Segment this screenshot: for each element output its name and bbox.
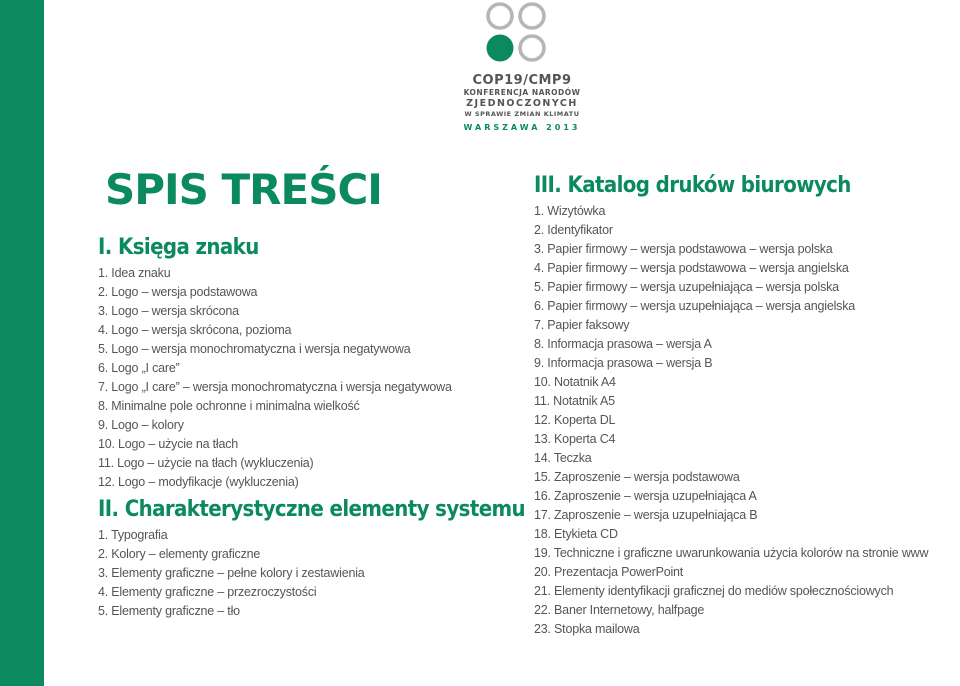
page-title: SPIS TREŚCI (105, 165, 382, 214)
toc-item: 1. Typografia (98, 528, 168, 542)
toc-item: 6. Papier firmowy – wersja uzupełniająca – wersja angielska (534, 299, 856, 313)
section-heading-2: II. Charakterystyczne elementy systemu (98, 497, 526, 522)
toc-item: 3. Elementy graficzne – pełne kolory i zestawienia (98, 566, 365, 580)
toc-item: 2. Logo – wersja podstawowa (98, 285, 258, 299)
toc-item: 14. Teczka (534, 451, 592, 465)
toc-item: 4. Logo – wersja skrócona, pozioma (98, 323, 292, 337)
toc-item: 1. Idea znaku (98, 266, 171, 280)
toc-item: 4. Elementy graficzne – przezroczystości (98, 585, 317, 599)
toc-item: 9. Logo – kolory (98, 418, 184, 432)
section-list-3 (534, 202, 934, 639)
section-heading-3: III. Katalog druków biurowych (534, 173, 851, 198)
toc-item: 22. Baner Internetowy, halfpage (534, 603, 705, 617)
toc-item: 2. Identyfikator (534, 223, 613, 237)
left-column (98, 232, 526, 621)
toc-item: 11. Logo – użycie na tłach (wykluczenia) (98, 456, 314, 470)
toc-item: 19. Techniczne i graficzne uwarunkowania użycia kolorów na stronie www (534, 546, 929, 560)
cop19-logo (462, 0, 582, 140)
toc-item: 12. Logo – modyfikacje (wykluczenia) (98, 475, 299, 489)
side-stripe (0, 0, 44, 686)
toc-item: 16. Zaproszenie – wersja uzupełniająca A (534, 489, 757, 503)
logo-line-2: KONFERENCJA NARODÓW (463, 88, 581, 97)
logo-text (462, 74, 582, 134)
toc-item: 10. Notatnik A4 (534, 375, 616, 389)
toc-item: 5. Papier firmowy – wersja uzupełniająca – wersja polska (534, 280, 839, 294)
toc-item: 21. Elementy identyfikacji graficznej do mediów społecznościowych (534, 584, 894, 598)
cop19-logo-mark-icon (484, 2, 560, 66)
toc-item: 7. Papier faksowy (534, 318, 630, 332)
toc-item: 4. Papier firmowy – wersja podstawowa – wersja angielska (534, 261, 849, 275)
toc-item: 3. Papier firmowy – wersja podstawowa – wersja polska (534, 242, 833, 256)
toc-item: 10. Logo – użycie na tłach (98, 437, 239, 451)
toc-item: 8. Informacja prasowa – wersja A (534, 337, 712, 351)
section-heading-1: I. Księga znaku (98, 235, 259, 260)
toc-item: 5. Elementy graficzne – tło (98, 604, 240, 618)
toc-item: 6. Logo „I care” (98, 361, 180, 375)
section-list-1 (98, 264, 498, 492)
toc-item: 13. Koperta C4 (534, 432, 616, 446)
toc-item: 23. Stopka mailowa (534, 622, 640, 636)
toc-item: 18. Etykieta CD (534, 527, 618, 541)
toc-item: 17. Zaproszenie – wersja uzupełniająca B (534, 508, 758, 522)
toc-item: 2. Kolory – elementy graficzne (98, 547, 261, 561)
toc-item: 12. Koperta DL (534, 413, 616, 427)
toc-item: 5. Logo – wersja monochromatyczna i wersja negatywowa (98, 342, 411, 356)
toc-item: 7. Logo „I care” – wersja monochromatyczna i wersja negatywowa (98, 380, 452, 394)
right-column (534, 170, 934, 639)
logo-line-5: WARSZAWA 2013 (463, 123, 581, 132)
logo-line-3: ZJEDNOCZONYCH (466, 98, 578, 109)
toc-item: 1. Wizytówka (534, 204, 606, 218)
logo-line-4: W SPRAWIE ZMIAN KLIMATU (464, 110, 580, 118)
toc-item: 3. Logo – wersja skrócona (98, 304, 239, 318)
toc-item: 9. Informacja prasowa – wersja B (534, 356, 713, 370)
toc-item: 20. Prezentacja PowerPoint (534, 565, 684, 579)
toc-item: 8. Minimalne pole ochronne i minimalna wielkość (98, 399, 360, 413)
toc-item: 11. Notatnik A5 (534, 394, 615, 408)
logo-line-1: COP19/CMP9 (472, 73, 572, 88)
section-list-2 (98, 526, 498, 621)
toc-item: 15. Zaproszenie – wersja podstawowa (534, 470, 740, 484)
